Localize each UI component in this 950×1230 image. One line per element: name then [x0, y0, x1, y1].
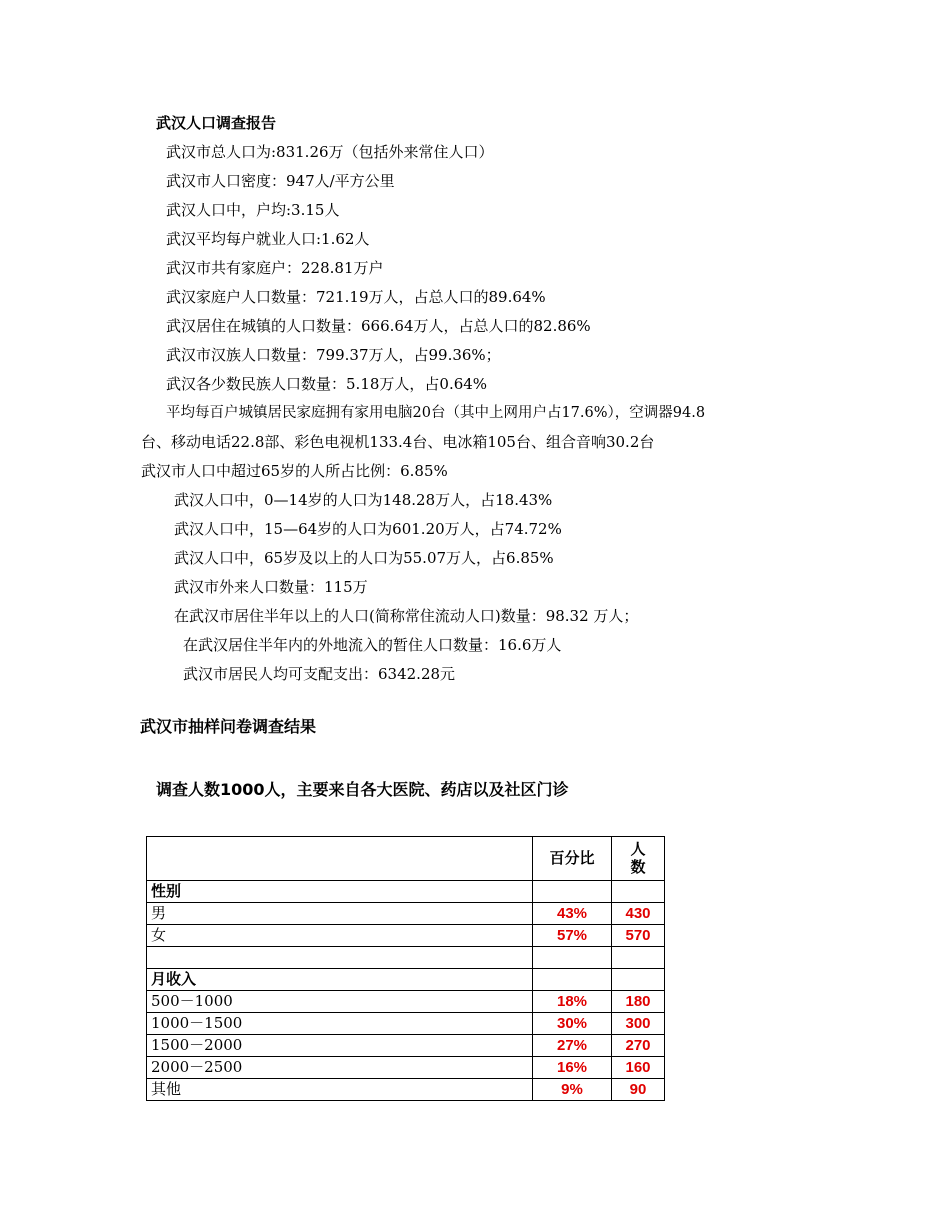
- empty-cell: [533, 947, 612, 969]
- column-header-count-char1: 人: [630, 839, 646, 858]
- empty-cell: [612, 881, 665, 903]
- table-row: [147, 1013, 665, 1035]
- report-line: 武汉市总人口为:831.26万（包括外来常住人口）: [166, 143, 494, 161]
- empty-cell: [612, 969, 665, 991]
- table-header-row: [147, 837, 665, 881]
- report-line: 武汉人口中，15—64岁的人口为601.20万人，占74.72%: [174, 520, 562, 538]
- empty-cell: [147, 947, 533, 969]
- table-section-row: [147, 881, 665, 903]
- row-count: 180: [612, 991, 665, 1013]
- empty-cell: [533, 881, 612, 903]
- report-line: 武汉市人口中超过65岁的人所占比例：6.85%: [141, 462, 448, 480]
- row-label: 1500－2000: [147, 1035, 533, 1057]
- report-line: 平均每百户城镇居民家庭拥有家用电脑20台（其中上网用户占17.6%），空调器94.8: [166, 405, 706, 421]
- row-label: 1000－1500: [147, 1013, 533, 1035]
- row-count: 160: [612, 1057, 665, 1079]
- row-percent: 27%: [533, 1035, 612, 1057]
- row-label: 500－1000: [147, 991, 533, 1013]
- report-line: 武汉人口中，65岁及以上的人口为55.07万人，占6.85%: [174, 549, 554, 567]
- row-percent: 57%: [533, 925, 612, 947]
- report-line: 武汉各少数民族人口数量：5.18万人，占0.64%: [166, 375, 488, 393]
- table-blank-row: [147, 947, 665, 969]
- report-line: 武汉市外来人口数量：115万: [174, 578, 368, 596]
- empty-cell: [533, 969, 612, 991]
- report-line: 武汉人口中，0—14岁的人口为148.28万人，占18.43%: [174, 491, 553, 509]
- row-percent: 18%: [533, 991, 612, 1013]
- table-row: [147, 903, 665, 925]
- report-line: 武汉平均每户就业人口:1.62人: [166, 230, 370, 248]
- report-line: 武汉市人口密度：947人/平方公里: [166, 172, 395, 190]
- survey-subheading: 调查人数1000人，主要来自各大医院、药店以及社区门诊: [156, 780, 569, 799]
- column-header-percent: 百分比: [533, 837, 612, 881]
- table-row: [147, 1035, 665, 1057]
- report-line: 在武汉居住半年内的外地流入的暂住人口数量：16.6万人: [183, 636, 562, 654]
- survey-table: [146, 836, 665, 1101]
- section-label-income: 月收入: [147, 969, 533, 991]
- report-line: 武汉人口中，户均:3.15人: [166, 201, 340, 219]
- report-line: 武汉市居民人均可支配支出：6342.28元: [183, 665, 456, 683]
- table-section-row: [147, 969, 665, 991]
- row-percent: 30%: [533, 1013, 612, 1035]
- row-label: 女: [147, 925, 533, 947]
- row-count: 90: [612, 1079, 665, 1101]
- report-line: 在武汉市居住半年以上的人口(简称常住流动人口)数量：98.32 万人；: [174, 607, 639, 625]
- row-percent: 9%: [533, 1079, 612, 1101]
- report-line: 台、移动电话22.8部、彩色电视机133.4台、电冰箱105台、组合音响30.2台: [141, 433, 655, 451]
- row-count: 300: [612, 1013, 665, 1035]
- report-title: 武汉人口调查报告: [156, 114, 277, 132]
- column-header-count: [612, 837, 665, 881]
- table-header-blank: [147, 837, 533, 881]
- row-label: 其他: [147, 1079, 533, 1101]
- report-line: 武汉市汉族人口数量：799.37万人，占99.36%；: [166, 346, 501, 364]
- row-percent: 43%: [533, 903, 612, 925]
- row-count: 430: [612, 903, 665, 925]
- report-line: 武汉居住在城镇的人口数量：666.64万人，占总人口的82.86%: [166, 317, 591, 335]
- report-line: 武汉家庭户人口数量：721.19万人，占总人口的89.64%: [166, 288, 546, 306]
- table-row: [147, 1079, 665, 1101]
- row-label: 2000－2500: [147, 1057, 533, 1079]
- table-row: [147, 991, 665, 1013]
- empty-cell: [612, 947, 665, 969]
- table-row: [147, 925, 665, 947]
- survey-heading: 武汉市抽样问卷调查结果: [140, 717, 317, 736]
- row-label: 男: [147, 903, 533, 925]
- report-line: 武汉市共有家庭户：228.81万户: [166, 259, 384, 277]
- row-count: 570: [612, 925, 665, 947]
- row-count: 270: [612, 1035, 665, 1057]
- table-row: [147, 1057, 665, 1079]
- column-header-count-char2: 数: [630, 857, 646, 876]
- section-label-gender: 性别: [147, 881, 533, 903]
- row-percent: 16%: [533, 1057, 612, 1079]
